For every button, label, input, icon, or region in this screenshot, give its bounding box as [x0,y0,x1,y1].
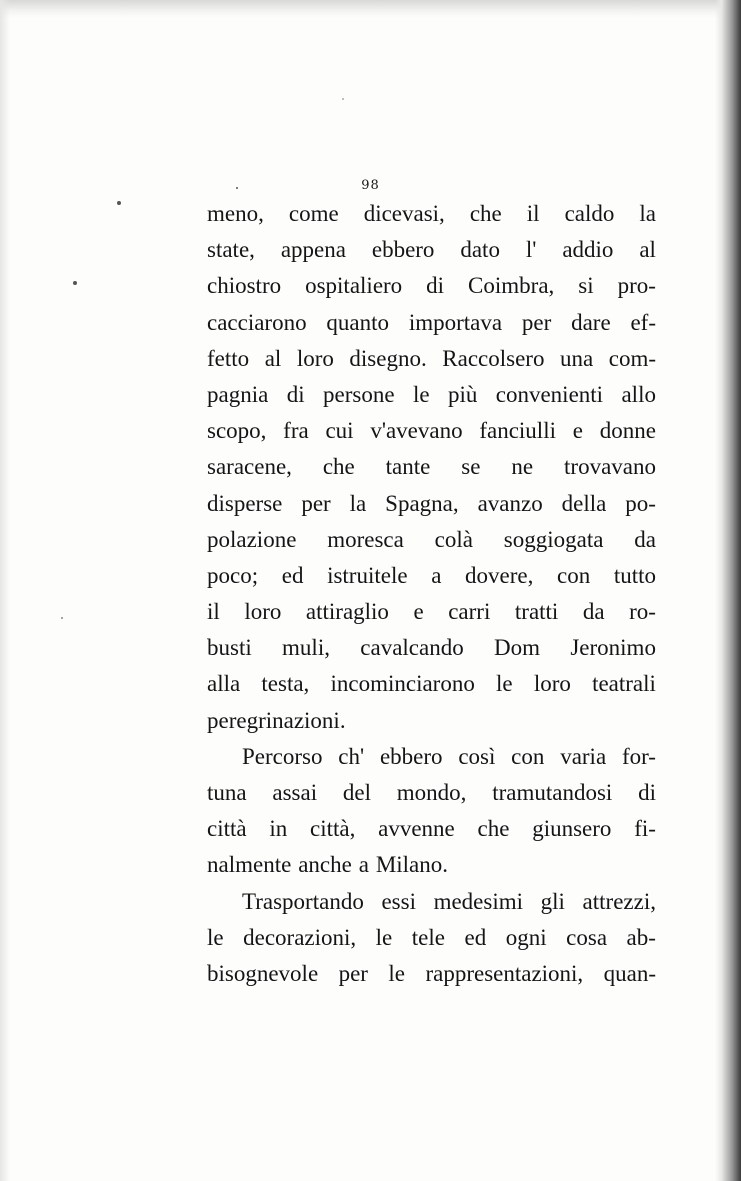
word: dato [460,237,500,263]
word: nalmente [207,852,292,878]
word: avvenne [378,816,455,842]
word: carri [448,599,491,625]
word: se [461,454,481,480]
text-line [207,594,656,630]
word: quanto [326,309,390,335]
word: soggiogata [503,526,604,552]
word: le [412,381,430,407]
word: rappresentazioni, [425,960,584,986]
word: tante [385,454,431,480]
word: Spagna, [385,490,459,516]
word: ef- [630,309,656,335]
word: disperse [207,490,283,516]
word: Coimbra, [468,273,555,299]
word: giunsero [532,816,612,842]
word: fra [283,418,309,444]
word: a [358,852,369,878]
word: saracene, [207,454,292,480]
text-line [207,377,656,413]
text-line [207,666,656,702]
word: cacciarono [207,309,307,335]
word: colà [434,526,473,552]
word: in [269,816,288,842]
word: ab- [626,924,656,950]
word: come [288,201,339,226]
word: le [207,924,224,950]
word: dare [571,309,611,335]
page-top-shadow [0,0,741,18]
word: fanciulli [479,418,556,444]
word: loro [296,345,334,371]
word: teatrali [592,671,656,697]
word: cui [325,418,354,444]
word: disegno. [349,345,427,371]
word: il [207,599,220,625]
word: istruitele [327,562,408,588]
text-line [207,486,656,522]
word: da [582,599,605,625]
word: polazione [207,526,297,552]
word: decorazioni, [243,924,357,950]
word: pro- [617,273,656,299]
word: ebbero [371,237,435,263]
word: della [561,490,607,516]
word: per [521,309,552,335]
word: dicevasi, [363,201,445,226]
word: gli [540,888,565,914]
word: di [286,381,305,407]
word: al [264,345,282,371]
text-line [207,341,656,377]
word: tratti [514,599,559,625]
word: tuna [207,780,247,805]
word: la [639,201,656,226]
word: tramutandosi [492,780,613,805]
word: del [342,780,371,805]
body-text [207,196,656,992]
word: com- [608,345,656,371]
word: si [578,273,594,299]
word: muli, [282,635,330,661]
text-line [207,956,656,992]
word: assai [272,780,318,805]
text-line [207,920,656,956]
word: ed [281,562,304,588]
word: loro [533,671,571,697]
word: po- [625,490,656,516]
word: addio [562,237,614,263]
word: incominciarono [330,671,475,697]
word: città, [310,816,356,842]
text-line [207,232,656,268]
word: ed [464,924,487,950]
word: poco; [207,562,259,588]
text-line [207,522,656,558]
word: meno, [207,201,264,226]
word: importava [408,309,503,335]
word: trovavano [564,454,656,480]
text-line [207,630,656,666]
word: che [469,201,502,226]
word: ebbero [379,743,443,769]
word: ch' [338,743,365,769]
word: per [338,960,368,986]
word: tutto [613,562,656,588]
word: caldo [564,201,615,226]
word: ne [511,454,534,480]
word: essi [381,888,416,914]
word: Percorso [242,743,323,769]
word: Milano. [375,852,449,878]
word: anche [298,852,352,878]
word: la [349,490,367,516]
word: medesimi [433,888,524,914]
text-line [207,811,656,847]
word: così [458,743,496,769]
text-line [207,558,656,594]
word: al [639,237,656,263]
word: che [477,816,510,842]
word: ogni [505,924,547,950]
word: ro- [629,599,656,625]
word: con [556,562,591,588]
word: di [638,780,656,805]
text-line [207,413,656,449]
word: Trasportando [242,888,364,914]
word: moresca [327,526,404,552]
word: a [431,562,442,588]
word: l' [525,237,537,263]
word: ospitaliero [305,273,403,299]
text-line [207,268,656,304]
word: attrezzi, [582,888,656,914]
word: le [388,960,406,986]
text-line [207,449,656,485]
word: Raccolsero [442,345,545,371]
word: fi- [634,816,656,842]
word: testa, [261,671,310,697]
word: busti [207,635,252,661]
text-line [207,884,656,920]
word: le [496,671,513,697]
word: con [511,743,545,769]
word: bisognevole [207,960,319,986]
word: le [375,924,393,950]
word: e [413,599,424,625]
word: peregrinazioni. [207,707,346,733]
word: di [426,273,445,299]
word: loro [244,599,282,625]
word: dovere, [465,562,534,588]
ink-speck [342,98,344,100]
page-number: 98 [361,178,380,193]
word: alla [207,671,241,697]
word: mondo, [396,780,467,805]
word: e [572,418,583,444]
word: chiostro [207,273,282,299]
text-line [207,847,656,883]
word: Dom [494,635,541,661]
ink-speck [61,617,63,619]
word: scopo, [207,418,267,444]
word: pagnia [207,381,269,407]
word: donne [599,418,656,444]
word: avanzo [477,490,543,516]
word: cavalcando [360,635,464,661]
word: per [301,490,331,516]
word: il [526,201,540,226]
word: persone [323,381,395,407]
word: da [634,526,656,552]
word: for- [621,743,656,769]
text-line [207,305,656,341]
word: appena [280,237,346,263]
word: città [207,816,247,842]
word: convenienti [495,381,604,407]
text-line [207,703,656,739]
word: Jeronimo [570,635,656,661]
word: state, [207,237,255,263]
word: cosa [566,924,608,950]
word: v'avevano [370,418,463,444]
ink-speck [117,201,121,205]
text-line [207,775,656,811]
word: quan- [603,960,656,986]
word: che [322,454,355,480]
word: fetto [207,345,250,371]
word: varia [560,743,607,769]
text-line [207,196,656,232]
ink-speck [73,281,77,285]
word: più [447,381,478,407]
word: una [559,345,594,371]
word: tele [411,924,445,950]
word: attiraglio [305,599,389,625]
word: allo [621,381,656,407]
text-line [207,739,656,775]
